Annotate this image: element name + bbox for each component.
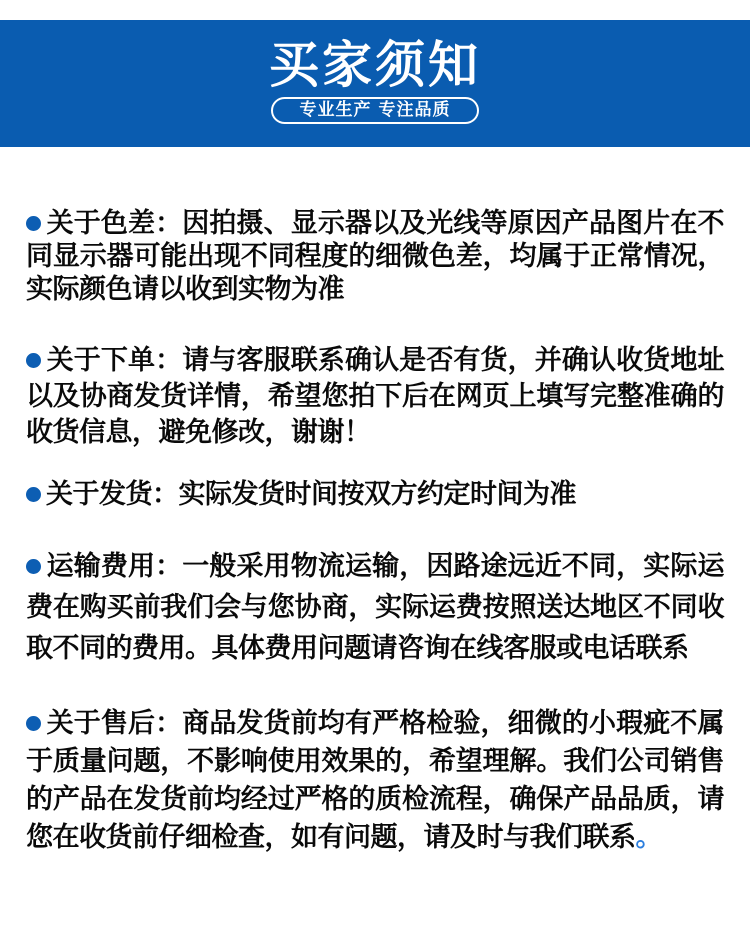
- notice-body: 请与客服联系确认是否有货，并确认收货地址以及协商发货详情，希望您拍下后在网页上填写完整准确的收货信息，避免修改，谢谢！: [26, 345, 725, 448]
- notice-label: 关于发货：: [46, 479, 179, 510]
- notice-freight-cost: [26, 546, 724, 669]
- notice-shipping: [26, 478, 724, 512]
- bullet-icon: [26, 487, 41, 502]
- notice-label: 关于下单：: [46, 345, 183, 376]
- page-title: 买家须知: [269, 36, 481, 94]
- header-banner: [0, 20, 750, 147]
- notice-body: 实际发货时间按双方约定时间为准: [178, 479, 576, 510]
- bullet-icon: [26, 716, 41, 731]
- notice-ordering: [26, 343, 724, 451]
- notice-body: 商品发货前均有严格检验，细微的小瑕疵不属于质量问题，不影响使用效果的，希望理解。我们公司销售的产品在发货前均经过严格的质检流程，确保产品品质，请您在收货前仔细检查，如有问题，请及时与我们联系: [26, 708, 725, 853]
- notice-list: [0, 207, 750, 857]
- bullet-icon: [26, 559, 41, 574]
- bullet-icon: [26, 216, 41, 231]
- notice-body: 因拍摄、显示器以及光线等原因产品图片在不同显示器可能出现不同程度的细微色差，均属于正常情况，实际颜色请以收到实物为准: [26, 208, 725, 305]
- notice-label: 关于售后：: [46, 708, 183, 739]
- notice-color-difference: [26, 207, 724, 306]
- notice-label: 关于色差：: [46, 208, 183, 239]
- notice-body: 一般采用物流运输，因路途远近不同，实际运费在购买前我们会与您协商，实际运费按照送达地区不同收取不同的费用。具体费用问题请咨询在线客服或电话联系: [26, 551, 725, 664]
- notice-after-sales: [26, 705, 724, 857]
- tagline-badge: 专业生产 专注品质: [271, 97, 480, 124]
- notice-suffix: 。: [635, 822, 662, 853]
- bullet-icon: [26, 353, 41, 368]
- notice-label: 运输费用：: [46, 551, 183, 582]
